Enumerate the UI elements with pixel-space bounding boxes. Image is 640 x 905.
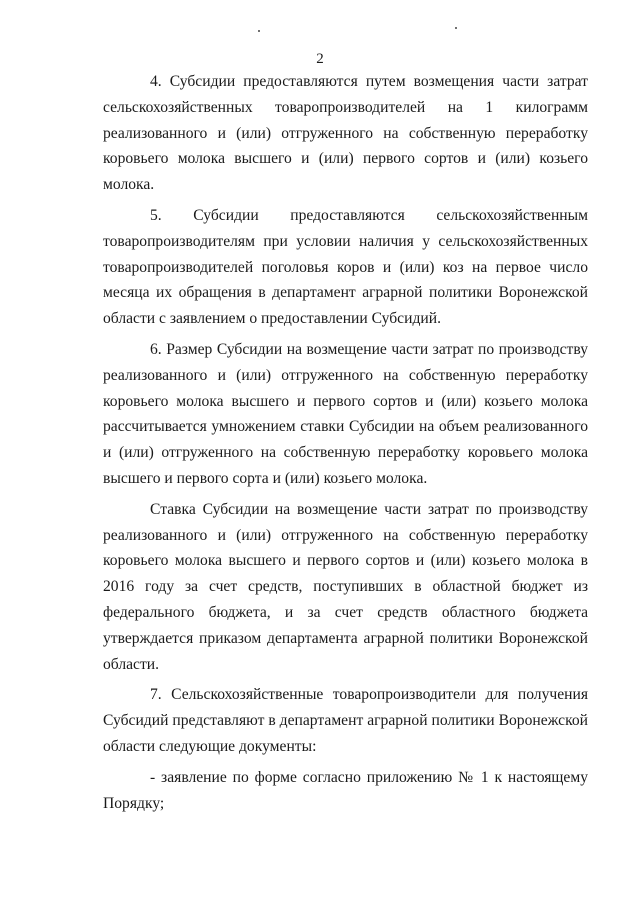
list-item-application: - заявление по форме согласно приложению № 1 к настоящему Порядку; xyxy=(103,768,588,812)
scan-artifact xyxy=(455,27,457,29)
paragraph-5: 5. Субсидии предоставляются сельскохозяйственным товаропроизводителям при условии наличия у сельскохозяйственных товаропроизводителей поголовья коров и (или) коз на первое число месяца их обращения в департамент аграрной политики Воронежской области с заявлением о предоставлении Субсидий. xyxy=(103,206,588,328)
paragraph-7: 7. Сельскохозяйственные товаропроизводители для получения Субсидий представляют в департамент аграрной политики Воронежской области следующие документы: xyxy=(103,686,588,755)
paragraph-6-rate: Ставка Субсидии на возмещение части затрат по производству реализованного и (или) отгруженного на собственную переработку коровьего молока высшего и первого сортов и (или) козьего молока в 2016 году за счет средств, поступивших в областной бюджет из федерального бюджета, и за счет средств областного бюджета утверждается приказом департамента аграрной политики Воронежской области. xyxy=(103,500,588,673)
paragraph-4: 4. Субсидии предоставляются путем возмещения части затрат сельскохозяйственных товаропроизводителей на 1 килограмм реализованного и (или) отгруженного на собственную переработку коровьего молока высшего и (или) первого сортов и (или) козьего молока. xyxy=(103,73,588,194)
document-body xyxy=(103,69,588,821)
paragraph-6: 6. Размер Субсидии на возмещение части затрат по производству реализованного и (или) отгруженного на собственную переработку коровьего молока высшего и первого сортов и (или) козьего молока рассчитывается умножением ставки Субсидии на объем реализованного и (или) отгруженного на собственную переработку коровьего молока высшего и первого сорта и (или) козьего молока. xyxy=(103,340,588,487)
page-number: 2 xyxy=(316,51,324,67)
scan-artifact xyxy=(258,30,260,32)
